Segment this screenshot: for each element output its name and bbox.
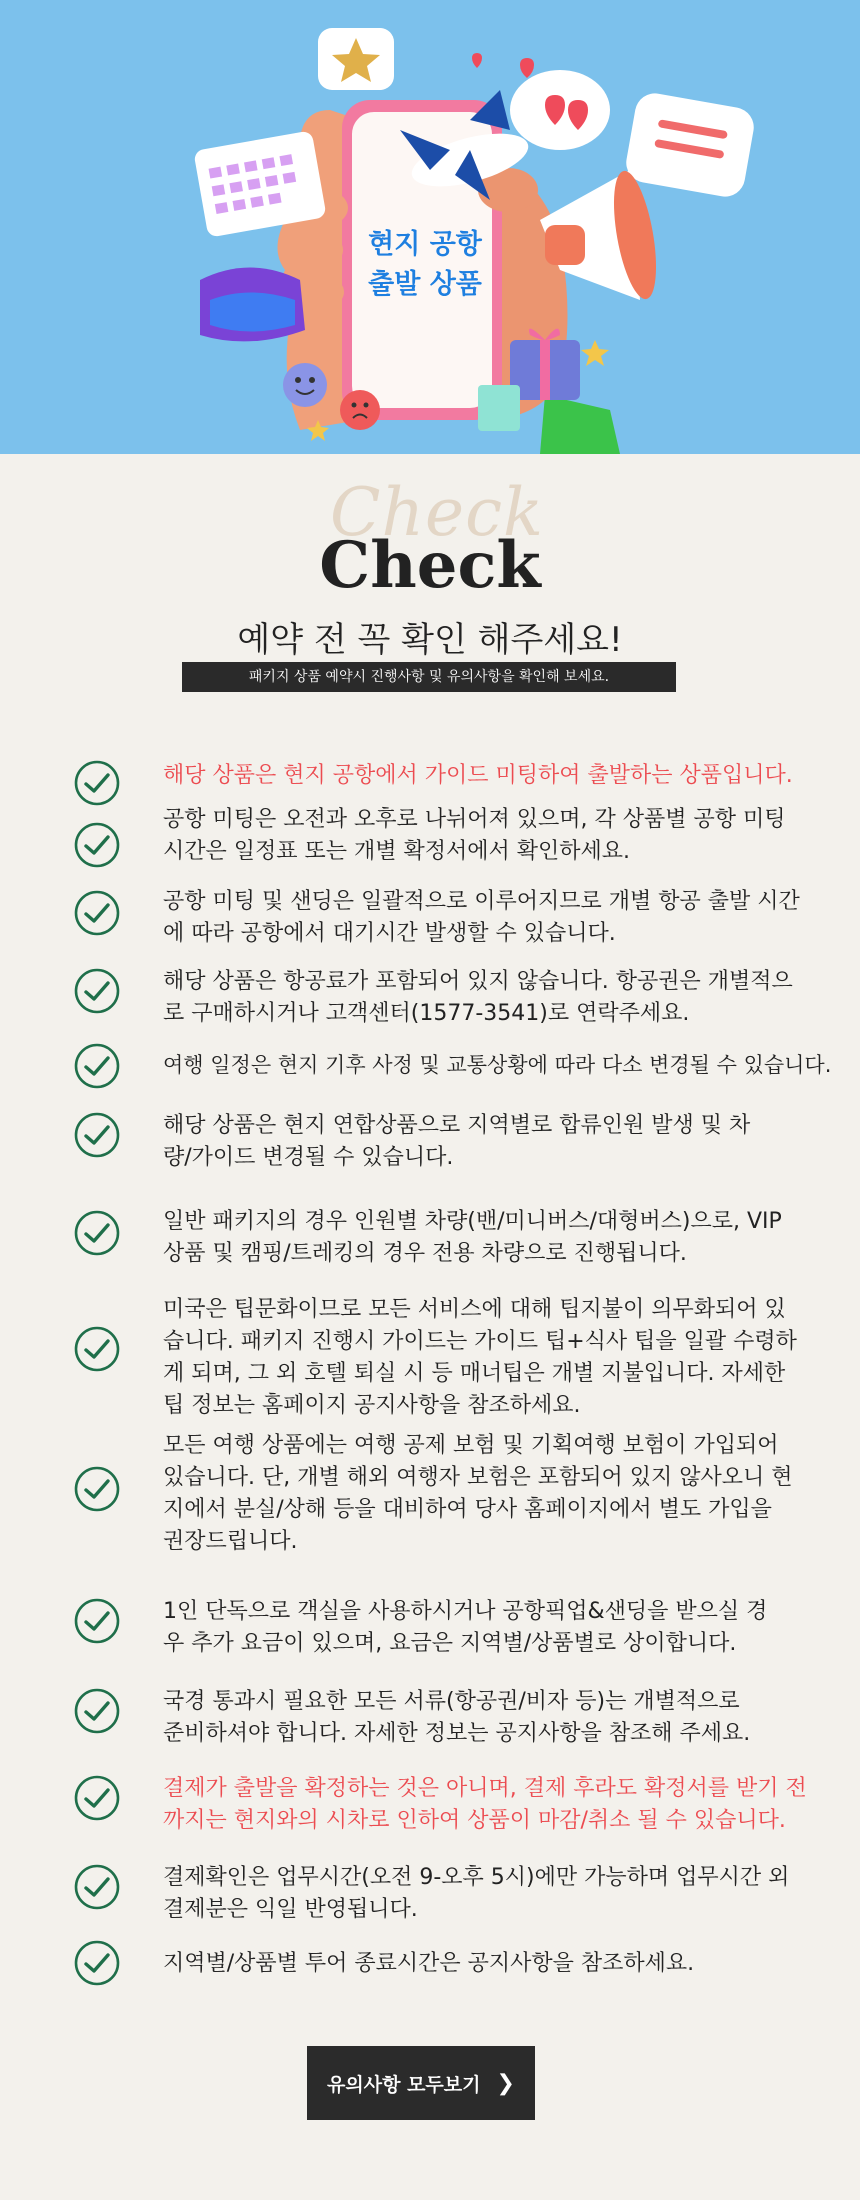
notice-text: 1인 단독으로 객실을 사용하시거나 공항픽업&샌딩을 받으실 경 우 추가 요금이 있으며, 요금은 지역별/상품별로 상이합니다. <box>163 1599 768 1656</box>
phone-line-2: 출발 상품 <box>368 269 482 300</box>
check-circle-icon <box>74 822 120 868</box>
view-all-label: 유의사항 모두보기 <box>327 2073 481 2096</box>
check-title: Check <box>319 528 541 603</box>
hero-banner <box>0 0 860 454</box>
chevron-right-icon: ❯ <box>496 2070 515 2096</box>
notice-text: 국경 통과시 필요한 모든 서류(항공권/비자 등)는 개별적으로 준비하셔야 합니다. 자세한 정보는 공지사항을 참조해 주세요. <box>163 1689 751 1746</box>
check-circle-icon <box>74 968 120 1014</box>
notice-text: 결제가 출발을 확정하는 것은 아니며, 결제 후라도 확정서를 받기 전 까지는 현지와의 시차로 인하여 상품이 마감/취소 될 수 있습니다. <box>163 1776 807 1833</box>
notice-text: 결제확인은 업무시간(오전 9-오후 5시)에만 가능하며 업무시간 외 결제분은 익일 반영됩니다. <box>163 1865 790 1922</box>
check-circle-icon <box>74 1112 120 1158</box>
notice-text: 일반 패키지의 경우 인원별 차량(밴/미니버스/대형버스)으로, VIP 상품 및 캠핑/트레킹의 경우 전용 차량으로 진행됩니다. <box>163 1209 782 1266</box>
info-banner: 패키지 상품 예약시 진행사항 및 유의사항을 확인해 보세요. <box>182 662 676 692</box>
notice-text: 모든 여행 상품에는 여행 공제 보험 및 기획여행 보험이 가입되어 있습니다. 단, 개별 해외 여행자 보험은 포함되어 있지 않사오니 현 지에서 분실/상해 등을 대비하여 당사 홈페이지에서 별도 가입을 권장드립니다. <box>163 1433 793 1554</box>
notice-text: 여행 일정은 현지 기후 사정 및 교통상황에 따라 다소 변경될 수 있습니다. <box>163 1053 832 1077</box>
view-all-notices-button[interactable] <box>307 2046 535 2120</box>
check-heading <box>0 474 860 604</box>
check-circle-icon <box>74 1466 120 1512</box>
check-circle-icon <box>74 1940 120 1986</box>
notice-text: 공항 미팅은 오전과 오후로 나뉘어져 있으며, 각 상품별 공항 미팅 시간은 일정표 또는 개별 확정서에서 확인하세요. <box>163 807 786 864</box>
check-circle-icon <box>74 1043 120 1089</box>
page-subtitle: 예약 전 꼭 확인 해주세요! <box>237 620 623 660</box>
check-circle-icon <box>74 1688 120 1734</box>
check-script-word: Check <box>330 474 545 551</box>
notice-text: 해당 상품은 현지 공항에서 가이드 미팅하여 출발하는 상품입니다. <box>163 763 793 788</box>
check-circle-icon <box>74 1210 120 1256</box>
notice-text: 해당 상품은 항공료가 포함되어 있지 않습니다. 항공권은 개별적으 로 구매하시거나 고객센터(1577-3541)로 연락주세요. <box>163 969 793 1026</box>
notice-text: 공항 미팅 및 샌딩은 일괄적으로 이루어지므로 개별 항공 출발 시간 에 따라 공항에서 대기시간 발생할 수 있습니다. <box>163 889 800 946</box>
check-circle-icon <box>74 890 120 936</box>
notice-text: 해당 상품은 현지 연합상품으로 지역별로 합류인원 발생 및 차 량/가이드 변경될 수 있습니다. <box>163 1113 751 1170</box>
notice-text: 지역별/상품별 투어 종료시간은 공지사항을 참조하세요. <box>163 1951 695 1976</box>
check-circle-icon <box>74 1775 120 1821</box>
phone-screen-text <box>350 225 500 305</box>
phone-line-1: 현지 공항 <box>368 229 482 260</box>
notice-text: 미국은 팁문화이므로 모든 서비스에 대해 팁지불이 의무화되어 있 습니다. 패키지 진행시 가이드는 가이드 팁+식사 팁을 일괄 수령하 게 되며, 그 외 호텔 퇴실 시 등 매너팁은 개별 지불입니다. 자세한 팁 정보는 홈페이지 공지사항을 참조하세요. <box>163 1297 797 1418</box>
check-circle-icon <box>74 1598 120 1644</box>
check-circle-icon <box>74 1864 120 1910</box>
check-circle-icon <box>74 1326 120 1372</box>
check-circle-icon <box>74 760 120 806</box>
